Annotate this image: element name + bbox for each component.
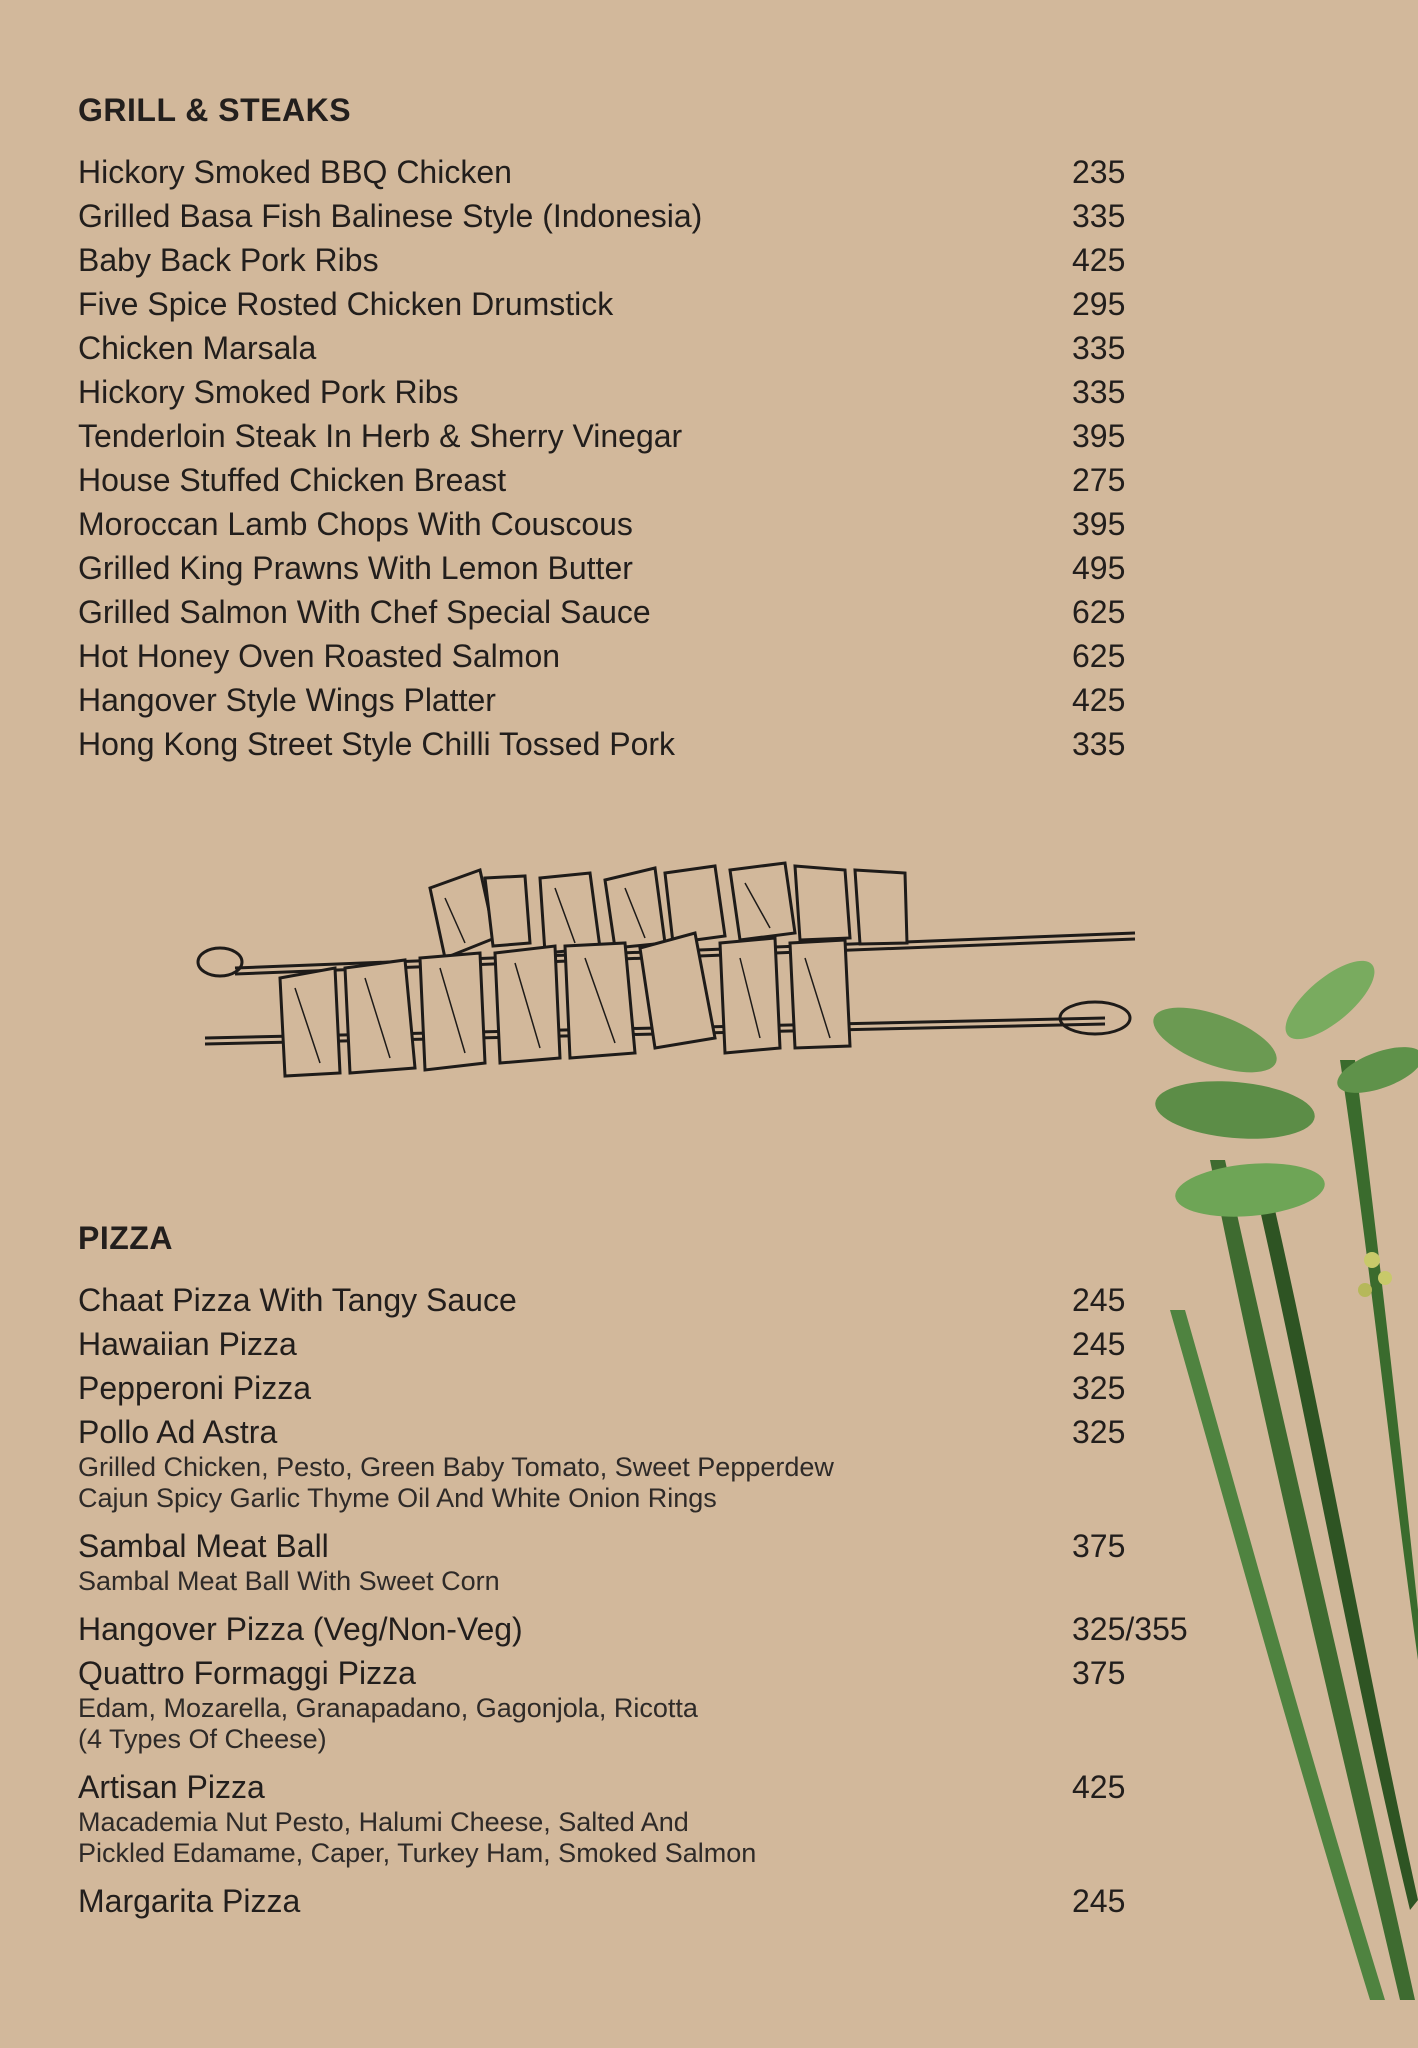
item-price: 335 [1072, 726, 1126, 762]
item-price: 245 [1072, 1282, 1126, 1318]
menu-item-row [78, 150, 1228, 194]
menu-item [78, 546, 1228, 590]
menu-item-row [78, 1366, 1228, 1410]
item-description: Sambal Meat Ball With Sweet Corn [78, 1566, 500, 1596]
menu-item-row [78, 502, 1228, 546]
item-name: Artisan Pizza [78, 1769, 265, 1805]
menu-item-row [78, 678, 1228, 722]
item-name: Margarita Pizza [78, 1883, 301, 1919]
item-name: Moroccan Lamb Chops With Couscous [78, 506, 633, 542]
menu-item [78, 326, 1228, 370]
menu-item [78, 1879, 1228, 1923]
item-name: Sambal Meat Ball [78, 1528, 329, 1564]
item-name: Hong Kong Street Style Chilli Tossed Pork [78, 726, 676, 762]
menu-item-row [78, 1607, 1228, 1651]
menu-item-row [78, 590, 1228, 634]
menu-item-row [78, 1524, 1228, 1568]
item-name: Grilled Basa Fish Balinese Style (Indonesia) [78, 198, 703, 234]
item-price: 295 [1072, 286, 1126, 322]
item-price: 325 [1072, 1414, 1126, 1450]
menu-item-row [78, 1278, 1228, 1322]
item-description: Cajun Spicy Garlic Thyme Oil And White Onion Rings [78, 1483, 717, 1513]
grill-section-title: GRILL & STEAKS [78, 92, 352, 128]
item-price: 625 [1072, 594, 1126, 630]
item-price: 335 [1072, 198, 1126, 234]
item-description: Edam, Mozarella, Granapadano, Gagonjola, Ricotta [78, 1693, 698, 1723]
menu-item [78, 1278, 1228, 1322]
item-price: 425 [1072, 242, 1126, 278]
menu-item [78, 678, 1228, 722]
menu-item [78, 502, 1228, 546]
item-name: Chaat Pizza With Tangy Sauce [78, 1282, 517, 1318]
menu-item [78, 238, 1228, 282]
menu-item [78, 370, 1228, 414]
item-name: Hickory Smoked Pork Ribs [78, 374, 459, 410]
item-name: Baby Back Pork Ribs [78, 242, 379, 278]
item-price: 625 [1072, 638, 1126, 674]
menu-item [78, 1410, 1228, 1516]
menu-item-row [78, 370, 1228, 414]
item-price: 375 [1072, 1655, 1126, 1691]
menu-item-row [78, 326, 1228, 370]
menu-item-row [78, 282, 1228, 326]
menu-item-row [78, 1879, 1228, 1923]
menu-item-row [78, 722, 1228, 766]
item-name: Grilled Salmon With Chef Special Sauce [78, 594, 651, 630]
menu-item [78, 1322, 1228, 1366]
item-price: 375 [1072, 1528, 1126, 1564]
item-name: Chicken Marsala [78, 330, 317, 366]
menu-item [78, 194, 1228, 238]
menu-item [78, 634, 1228, 678]
menu-item [78, 1607, 1228, 1651]
menu-item-row [78, 1322, 1228, 1366]
menu-item-row [78, 1765, 1228, 1809]
pizza-items-list [78, 1278, 1228, 1923]
item-price: 325 [1072, 1370, 1126, 1406]
menu-item [78, 150, 1228, 194]
menu-item [78, 414, 1228, 458]
item-description: (4 Types Of Cheese) [78, 1724, 327, 1754]
menu-item [78, 1524, 1228, 1599]
menu-item-row [78, 194, 1228, 238]
menu-item-row [78, 546, 1228, 590]
item-name: Quattro Formaggi Pizza [78, 1655, 416, 1691]
menu-item-row [78, 238, 1228, 282]
menu-item-row [78, 1410, 1228, 1454]
kebab-skewers-illustration [195, 848, 1145, 1098]
item-name: Five Spice Rosted Chicken Drumstick [78, 286, 614, 322]
menu-item [78, 1765, 1228, 1871]
item-price: 235 [1072, 154, 1126, 190]
item-name: Hangover Style Wings Platter [78, 682, 496, 718]
menu-item-row [78, 414, 1228, 458]
item-description: Pickled Edamame, Caper, Turkey Ham, Smoked Salmon [78, 1838, 757, 1868]
item-name: House Stuffed Chicken Breast [78, 462, 507, 498]
menu-item-row [78, 458, 1228, 502]
item-description: Macademia Nut Pesto, Halumi Cheese, Salted And [78, 1807, 689, 1837]
menu-item [78, 722, 1228, 766]
item-price: 245 [1072, 1326, 1126, 1362]
item-name: Grilled King Prawns With Lemon Butter [78, 550, 633, 586]
menu-item [78, 1651, 1228, 1757]
menu-item-row [78, 1651, 1228, 1695]
grill-items-list [78, 150, 1228, 766]
item-price: 335 [1072, 374, 1126, 410]
item-name: Pepperoni Pizza [78, 1370, 312, 1406]
menu-item [78, 590, 1228, 634]
item-name: Hickory Smoked BBQ Chicken [78, 154, 512, 190]
menu-item [78, 282, 1228, 326]
item-price: 395 [1072, 418, 1126, 454]
item-name: Hot Honey Oven Roasted Salmon [78, 638, 561, 674]
menu-item [78, 1366, 1228, 1410]
item-name: Pollo Ad Astra [78, 1414, 278, 1450]
menu-item [78, 458, 1228, 502]
pizza-section-title: PIZZA [78, 1220, 173, 1256]
menu-item-row [78, 634, 1228, 678]
item-description: Grilled Chicken, Pesto, Green Baby Tomato, Sweet Pepperdew [78, 1452, 834, 1482]
item-name: Hangover Pizza (Veg/Non-Veg) [78, 1611, 523, 1647]
item-price: 495 [1072, 550, 1126, 586]
item-price: 245 [1072, 1883, 1126, 1919]
item-price: 425 [1072, 682, 1126, 718]
item-price: 425 [1072, 1769, 1126, 1805]
item-name: Hawaiian Pizza [78, 1326, 297, 1362]
item-price: 325/355 [1072, 1611, 1188, 1647]
item-name: Tenderloin Steak In Herb & Sherry Vinegar [78, 418, 683, 454]
item-price: 275 [1072, 462, 1126, 498]
item-price: 395 [1072, 506, 1126, 542]
item-price: 335 [1072, 330, 1126, 366]
